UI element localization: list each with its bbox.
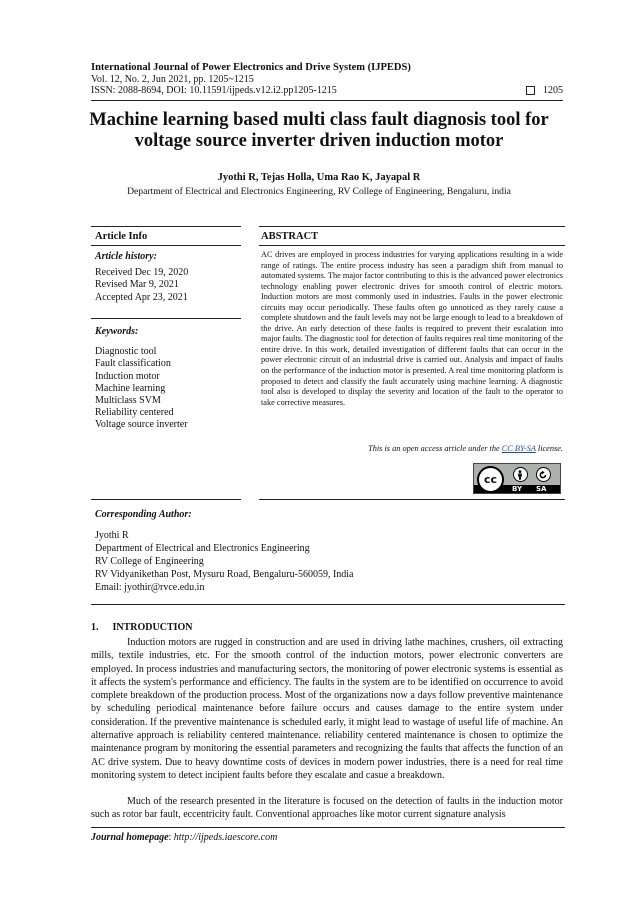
keyword-item: Multiclass SVM bbox=[95, 395, 161, 407]
abstract-text: AC drives are employed in process industries for varying applications resulting in a wide range of ratings. The entire process industry has seen a paradigm shift from manual to automated systems. The major factor contributing to this is the advanced power electronics technology enabling power electronic drives for smooth control of electric motors. Induction motors are most commonly used in industries. Faults in the power electronic circuits may occur periodically. These faults often go unnoticed as they rarely cause a complete shutdown and the fault levels may not be large enough to lead to a breakdown of the drive. An early detection of these faults is required to prevent their escalation into major faults. The diagnostic tool for detection of faults requires real time monitoring of the entire drive. In this work, detailed investigation of different faults that can occur in the power electronic circuit of an industrial drive is carried out. Analysis and impact of faults on the performance of the induction motor is presented. A real time monitoring platform is proposed to detect and classify the fault accurately using machine learning. A diagnostic tool also is developed to display the severity and location of the fault to the operator to take corrective measures. bbox=[261, 250, 563, 407]
journal-footer: Journal homepage: http://ijpeds.iaescore.com bbox=[91, 832, 278, 843]
share-alike-icon bbox=[536, 467, 551, 482]
intro-paragraph-2 bbox=[91, 795, 563, 822]
abstract-top-rule bbox=[259, 226, 565, 227]
attribution-icon bbox=[513, 467, 528, 482]
keyword-item: Reliability centered bbox=[95, 407, 174, 419]
keywords-block bbox=[95, 326, 243, 432]
square-icon bbox=[526, 86, 535, 95]
left-bottom-rule bbox=[91, 499, 241, 500]
abstract-heading: ABSTRACT bbox=[261, 231, 319, 242]
keyword-item: Fault classification bbox=[95, 358, 171, 370]
footer-rule bbox=[91, 827, 565, 828]
paragraph-text: Induction motors are rugged in construction and are used in driving lathe machines, crushers, oil extracting mills, textile industries, etc. For the smooth control of the induction motors, power electronic converters are employed. In process industries and manufacturing sectors, the monitoring of power electronic systems is essential as it affects the system's performance and efficiency. The faults in the system are to be identified on occurrence to avoid complete breakdown of the production process. Most of the organizations now a days follow preventive maintenance by scheduling periodical maintenance before failure occurs and causes damage to the entire system under consideration. If the preventive maintenance is scheduled early, it might lead to wastage of useful life of machine. An alternative approach is reliability centered maintenance. reliability centered maintenance is chosen to optimize the maintenance program by monitoring the essential parameters and recognizing the faults that affects the function of an AC drive system. Due to heavy downtime costs of devices in modern power industries, there is a need for real time monitoring system to detect incipient faults before they escalate and casue a breakdown. bbox=[91, 637, 563, 781]
cc-by-sa-link[interactable]: CC BY-SA bbox=[501, 444, 536, 453]
journal-issn: ISSN: 2088-8694, DOI: 10.11591/ijpeds.v12.i2.pp1205-1215 bbox=[91, 85, 337, 96]
intro-paragraph-1 bbox=[91, 636, 563, 782]
corr-department: Department of Electrical and Electronics Engineering bbox=[95, 543, 310, 554]
journal-header bbox=[91, 62, 563, 97]
corr-college: RV College of Engineering bbox=[95, 556, 204, 567]
revised-date: Revised Mar 9, 2021 bbox=[95, 279, 179, 291]
page-number: 1205 bbox=[543, 85, 563, 96]
keyword-item: Induction motor bbox=[95, 370, 160, 382]
keyword-item: Machine learning bbox=[95, 382, 166, 394]
header-rule bbox=[91, 100, 563, 101]
corresponding-label: Corresponding Author: bbox=[95, 509, 192, 520]
paragraph-text: Much of the research presented in the literature is focused on the detection of faults in the induction motor such as rotor bar fault, eccentricity fault. Conventional approaches like motor current signature analysis bbox=[91, 796, 563, 821]
abstract-under-rule bbox=[259, 245, 565, 246]
corr-address: RV Vidyanikethan Post, Mysuru Road, Bengaluru-560059, India bbox=[95, 569, 354, 580]
authors: Jyothi R, Tejas Holla, Uma Rao K, Jayapal R bbox=[217, 172, 421, 183]
footer-label: Journal homepage bbox=[91, 832, 169, 843]
title-line-1: Machine learning based multi class fault diagnosis tool for bbox=[89, 110, 549, 130]
section-number: 1. bbox=[91, 622, 99, 633]
cc-icon: cc bbox=[477, 466, 504, 493]
article-info-top-rule bbox=[91, 226, 241, 227]
article-history bbox=[95, 251, 243, 304]
keywords-label: Keywords: bbox=[95, 326, 139, 337]
section-title: INTRODUCTION bbox=[112, 622, 193, 633]
cc-by-sa-badge[interactable] bbox=[473, 463, 561, 494]
article-info-heading: Article Info bbox=[95, 231, 148, 242]
footer-url[interactable]: http://ijpeds.iaescore.com bbox=[173, 832, 278, 843]
corr-bottom-rule bbox=[91, 604, 565, 605]
affiliation: Department of Electrical and Electronics Engineering, RV College of Engineering, Bengaluru, india bbox=[127, 186, 511, 197]
article-history-label: Article history: bbox=[95, 251, 157, 262]
badge-sa-text: SA bbox=[536, 485, 547, 493]
page-number-group bbox=[526, 85, 563, 97]
history-rule bbox=[91, 318, 241, 319]
paper-title bbox=[60, 110, 578, 152]
section-heading bbox=[91, 622, 207, 633]
journal-volume: Vol. 12, No. 2, Jun 2021, pp. 1205~1215 bbox=[91, 73, 254, 85]
corr-email: Email: jyothir@rvce.edu.in bbox=[95, 582, 205, 593]
corresponding-author bbox=[95, 508, 565, 594]
title-line-2: voltage source inverter driven induction motor bbox=[134, 131, 504, 151]
keyword-item: Voltage source inverter bbox=[95, 419, 188, 431]
badge-by-text: BY bbox=[512, 485, 523, 493]
journal-name: International Journal of Power Electronics and Drive System (IJPEDS) bbox=[91, 62, 411, 73]
license-suffix: license. bbox=[535, 444, 563, 453]
keyword-item: Diagnostic tool bbox=[95, 346, 157, 358]
corr-name: Jyothi R bbox=[95, 530, 129, 541]
abstract-bottom-rule bbox=[259, 499, 565, 500]
license-prefix: This is an open access article under the bbox=[368, 444, 502, 453]
article-info-under-rule bbox=[91, 245, 241, 246]
accepted-date: Accepted Apr 23, 2021 bbox=[95, 291, 188, 303]
received-date: Received Dec 19, 2020 bbox=[95, 267, 189, 279]
license-statement bbox=[261, 444, 563, 453]
